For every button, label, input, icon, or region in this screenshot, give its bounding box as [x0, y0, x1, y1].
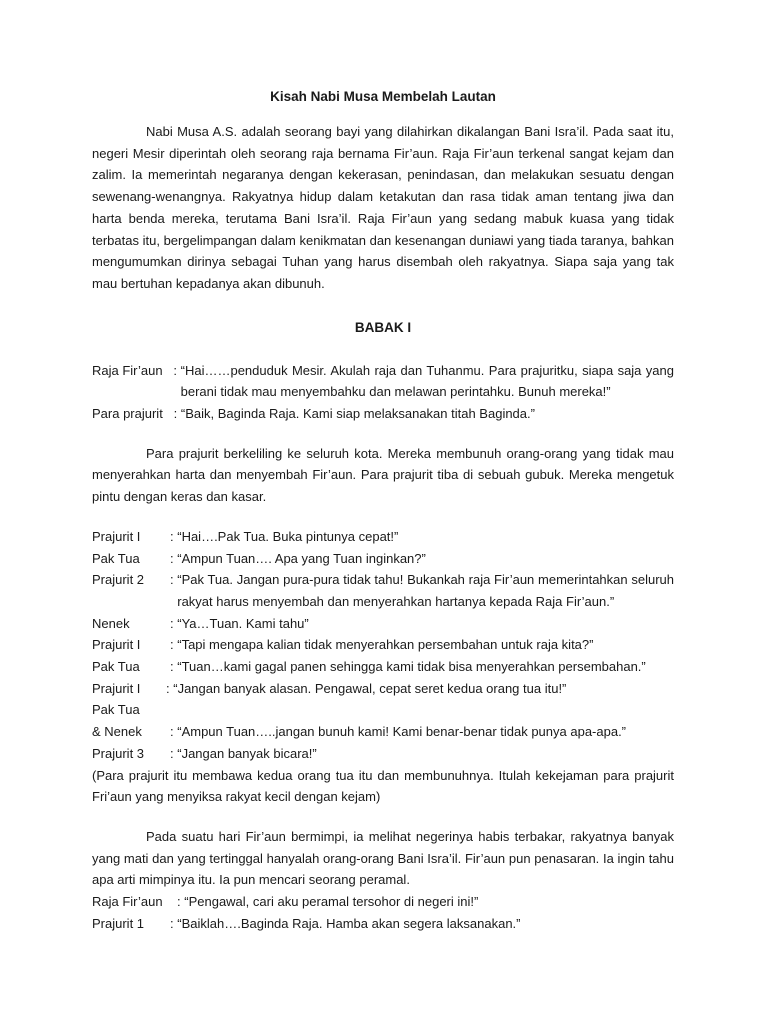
- speaker-colon: :: [162, 894, 185, 910]
- speaker-colon: :: [170, 659, 178, 675]
- speaker-name: Para prajurit: [92, 406, 163, 422]
- speech-text: “Ampun Tuan…. Apa yang Tuan inginkan?”: [177, 550, 426, 566]
- dialog-line: [92, 913, 674, 935]
- speaker-colon: :: [170, 915, 178, 931]
- speaker-colon: :: [170, 745, 178, 761]
- stage-direction: (Para prajurit itu membawa kedua orang tua itu dan membunuhnya. Itulah kekejaman para prajurit Fri’aun yang menyiksa rakyat kecil dengan kejam): [92, 767, 674, 805]
- speaker-name: Pak Tua: [92, 659, 140, 675]
- speaker-name: Prajurit I: [92, 680, 141, 696]
- speaker-name: Prajurit I: [92, 637, 141, 653]
- speaker-colon: :: [170, 528, 178, 544]
- speaker-name: Prajurit 3: [92, 745, 145, 761]
- speaker-colon: :: [166, 680, 174, 696]
- speaker-name: Raja Fir’aun: [92, 894, 163, 910]
- speech-text: “Tuan…kami gagal panen sehingga kami tidak bisa menyerahkan persembahan.”: [177, 659, 646, 675]
- speaker-name: Raja Fir’aun: [92, 362, 163, 378]
- narrative-paragraph: Para prajurit berkeliling ke seluruh kota. Mereka membunuh orang-orang yang tidak mau menyerahkan harta dan menyembah Fir’aun. Para prajurit tiba di sebuah gubuk. Mereka mengetuk pintu dengan keras dan kasar.: [92, 445, 674, 505]
- speaker-name: Prajurit 1: [92, 915, 145, 931]
- speaker-colon: :: [170, 724, 178, 740]
- dialog-line: [92, 634, 674, 656]
- speaker-colon: :: [162, 362, 181, 378]
- document-title: Kisah Nabi Musa Membelah Lautan: [270, 89, 496, 104]
- speech-text: “Hai….Pak Tua. Buka pintunya cepat!”: [177, 528, 399, 544]
- speech-text: “Pak Tua. Jangan pura-pura tidak tahu! Bukankah raja Fir’aun memerintahkan seluruh rakyat harus menyembah dan menyerahkan hartanya kepada Raja Fir’aun.”: [177, 572, 674, 609]
- speaker-name-standalone: Pak Tua: [92, 702, 140, 718]
- speaker-name: Prajurit 2: [92, 572, 145, 588]
- speaker-colon: :: [170, 615, 178, 631]
- intro-paragraph: Nabi Musa A.S. adalah seorang bayi yang dilahirkan dikalangan Bani Isra’il. Pada saat itu, negeri Mesir diperintah oleh seorang raja bernama Fir’aun. Raja Fir’aun terkenal sangat kejam dan zalim. Ia memerintah negaranya dengan kekerasan, penindasan, dan melakukan sesuatu dengan sewenang-wenangnya. Rakyatnya hidup dalam ketakutan dan rasa tidak aman tentang jiwa dan harta benda mereka, terutama Bani Isra’il. Raja Fir’aun yang sedang mabuk kuasa yang tidak terbatas itu, bergelimpangan dalam kenikmatan dan kesenangan duniawi yang tiada taranya, bahkan mengumumkan dirinya sebagai Tuhan yang harus disembah oleh rakyatnya. Siapa saja yang tak mau bertuhan kepadanya akan dibunuh.: [92, 124, 674, 291]
- dialog-line: [92, 403, 674, 425]
- dialog-line: [92, 360, 674, 403]
- dialog-line: [92, 743, 674, 765]
- speech-text: “Baiklah….Baginda Raja. Hamba akan segera laksanakan.”: [177, 915, 521, 931]
- speech-text: “Hai……penduduk Mesir. Akulah raja dan Tuhanmu. Para prajuritku, siapa saja yang berani tidak mau menyembahku dan melawan perintahku. Bunuh mereka!”: [180, 362, 674, 400]
- speaker-name: Pak Tua: [92, 550, 140, 566]
- babak-heading: BABAK I: [354, 319, 412, 335]
- speaker-name: Nenek: [92, 615, 130, 631]
- speech-text: “Tapi mengapa kalian tidak menyerahkan persembahan untuk raja kita?”: [177, 637, 594, 653]
- speaker-name: Prajurit I: [92, 528, 141, 544]
- speaker-colon: :: [170, 572, 178, 588]
- speech-text: “Jangan banyak bicara!”: [177, 745, 317, 761]
- speech-text: “Ya…Tuan. Kami tahu”: [177, 615, 309, 631]
- dialog-line: [92, 656, 674, 678]
- dialog-line: [92, 721, 674, 743]
- speech-text: “Jangan banyak alasan. Pengawal, cepat seret kedua orang tua itu!”: [173, 680, 567, 696]
- document-body: [92, 86, 674, 935]
- dialog-line: [92, 526, 674, 548]
- speech-text: “Ampun Tuan…..jangan bunuh kami! Kami benar-benar tidak punya apa-apa.”: [177, 724, 627, 740]
- speaker-name: & Nenek: [92, 724, 142, 740]
- speaker-colon: :: [162, 406, 181, 422]
- dialog-line: [92, 569, 674, 612]
- dialog-line: [92, 891, 674, 913]
- narrative-paragraph: Pada suatu hari Fir’aun bermimpi, ia melihat negerinya habis terbakar, rakyatnya banyak yang mati dan yang tertinggal hanyalah orang-orang Bani Isra’il. Fir’aun pun penasaran. Ia ingin tahu apa arti mimpinya itu. Ia pun mencari seorang peramal.: [92, 828, 674, 888]
- speech-text: “Pengawal, cari aku peramal tersohor di negeri ini!”: [184, 894, 479, 910]
- dialog-line: [92, 613, 674, 635]
- dialog-line: [92, 548, 674, 570]
- dialog-line: [92, 678, 674, 700]
- speech-text: “Baik, Baginda Raja. Kami siap melaksanakan titah Baginda.”: [180, 406, 535, 422]
- speaker-colon: :: [170, 637, 178, 653]
- speaker-colon: :: [170, 550, 178, 566]
